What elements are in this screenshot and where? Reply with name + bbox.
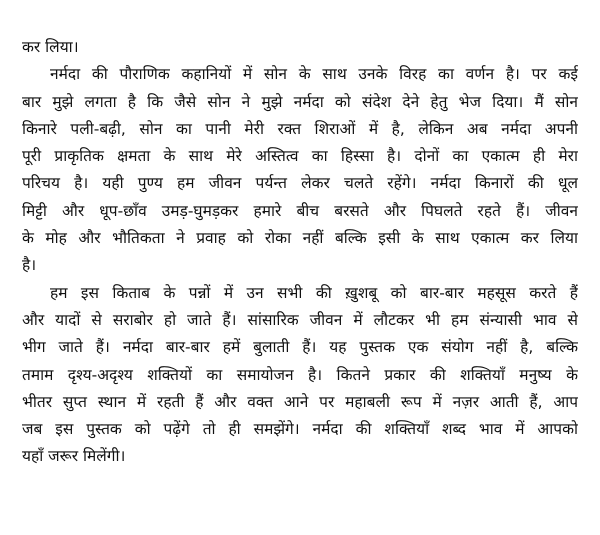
text-line: नर्मदा की पौराणिक कहानियों में सोन के साथ उनके विरह का वर्णन है। पर कई: [50, 65, 578, 84]
page-text: [22, 34, 578, 471]
text-line: कर लिया।: [22, 38, 79, 56]
text-line: और यादों से सराबोर हो जाते हैं। सांसारिक जीवन में लौटकर भी हम संन्यासी भाव से: [22, 310, 578, 329]
paragraph-book-pages: [22, 280, 578, 471]
text-line: मिट्टी और धूप-छाँव उमड़-घुमड़कर हमारे बीच बरसते और पिघलते रहते हैं। जीवन: [22, 201, 578, 220]
text-line: भीग जाते हैं। नर्मदा बार-बार हमें बुलाती हैं। यह पुस्तक एक संयोग नहीं है, बल्कि: [22, 338, 578, 357]
text-line: यहाँ जरूर मिलेंगी।: [22, 447, 126, 466]
text-line: बार मुझे लगता है कि जैसे सोन ने मुझे नर्मदा को संदेश देने हेतु भेज दिया। मैं सोन: [22, 92, 578, 111]
text-line: जब इस पुस्तक को पढ़ेंगे तो ही समझेंगे। नर्मदा की शक्तियाँ शब्द भाव में आपको: [22, 420, 578, 439]
text-line: के मोह और भौतिकता ने प्रवाह को रोका नहीं बल्कि इसी के साथ एकात्म कर लिया: [22, 229, 578, 248]
text-line: परिचय है। यही पुण्य हम जीवन पर्यन्त लेकर चलते रहेंगे। नर्मदा किनारों की धूल: [22, 174, 578, 193]
paragraph-narmada-son: [22, 61, 578, 279]
paragraph-continuation: [22, 34, 578, 61]
text-line: तमाम दृश्य-अदृश्य शक्तियों का समायोजन है। कितने प्रकार की शक्तियाँ मनुष्य के: [22, 365, 578, 384]
text-line: हम इस किताब के पन्नों में उन सभी की ख़ुशबू को बार-बार महसूस करते हैं: [50, 283, 578, 302]
text-line: भीतर सुप्त स्थान में रहती हैं और वक्त आने पर महाबली रूप में नज़र आती हैं, आप: [22, 392, 578, 411]
text-line: पूरी प्राकृतिक क्षमता के साथ मेरे अस्तित्व का हिस्सा है। दोनों का एकात्म ही मेरा: [22, 147, 578, 166]
text-line: किनारे पली-बढ़ी, सोन का पानी मेरी रक्त शिराओं में है, लेकिन अब नर्मदा अपनी: [22, 119, 578, 138]
text-line: है।: [22, 256, 37, 275]
